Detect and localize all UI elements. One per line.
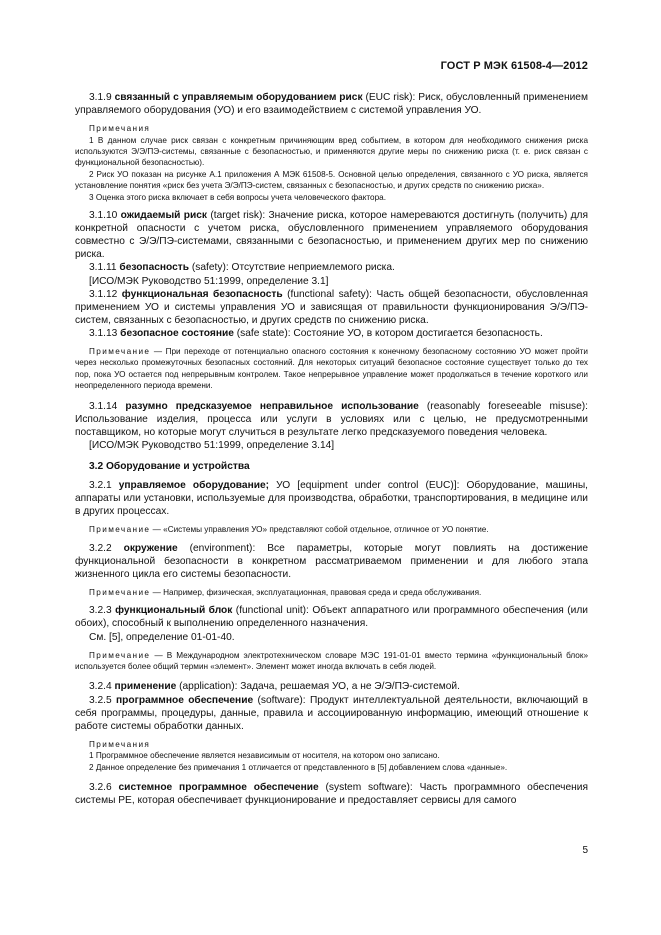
- page-content: [75, 91, 588, 807]
- notes-heading: Примечания: [89, 739, 151, 749]
- section-heading: 3.2 Оборудование и устройства: [89, 460, 250, 472]
- def-3-2-3: 3.2.3 функциональный блок (functional unit): Объект аппаратного или программного обеспечения (или обоих), способный к выполнению определенного назначения.: [75, 605, 588, 630]
- note-3-2-3: Примечание — В Международном электротехническом словаре МЭС 191-01-01 вместо термина «функциональный блок» используется более общий термин «элемент». Элемент может иногда включать в себя людей.: [75, 650, 588, 672]
- def-3-2-4: 3.2.4 применение (application): Задача, решаемая УО, а не Э/Э/ПЭ-системой.: [89, 681, 460, 693]
- note-item: 3 Оценка этого риска включает в себя вопросы учета человеческого фактора.: [89, 192, 386, 202]
- notes-heading: Примечания: [89, 124, 151, 134]
- note-item: 1 Программное обеспечение является независимым от носителя, на котором оно записано.: [89, 751, 440, 761]
- def-3-1-10: 3.1.10 ожидаемый риск (target risk): Значение риска, которое намереваются достигнуть (получить) для конкретной опасности с учетом риска, обусловленного применением управляемого оборудования совместно с Э/Э/ПЭ-системами, связанными с безопасностью, и применением других мер по снижению риска.: [75, 210, 589, 261]
- reference: [ИСО/МЭК Руководство 51:1999, определение 3.14]: [89, 439, 335, 451]
- def-3-1-14: 3.1.14 разумно предсказуемое неправильное использование (reasonably foreseeable misuse): Использование изделия, процесса или услуги в условиях или с целью, не предусмотренными поставщиком, но которые могут случиться в результате легко предсказуемого поведения человека.: [75, 400, 588, 438]
- def-3-1-12: 3.1.12 функциональная безопасность (functional safety): Часть общей безопасности, обусловленная применением УО и системы управления УО и зависящая от правильности функционирования Э/Э/ПЭ-систем, связанных с безопасностью, и других средств по снижению риска.: [75, 288, 588, 326]
- standard-header: ГОСТ Р МЭК 61508-4—2012: [440, 60, 588, 72]
- def-3-1-11: 3.1.11 безопасность (safety): Отсутствие неприемлемого риска.: [89, 262, 395, 274]
- note-3-1-13: Примечание — При переходе от потенциально опасного состояния к конечному безопасному состоянию УО может пройти через несколько промежуточных безопасных состояний. Для некоторых ситуаций безопасное состояние существует только до тех пор, пока УО остается под непрерывным контролем. Такое непрерывное управление может продолжаться в течение короткого или неопределенного периода времени.: [75, 346, 588, 391]
- def-3-1-13: 3.1.13 безопасное состояние (safe state): Состояние УО, в котором достигается безопасность.: [89, 327, 543, 339]
- reference: [ИСО/МЭК Руководство 51:1999, определение 3.1]: [89, 275, 329, 287]
- note-3-2-1: Примечание — «Системы управления УО» представляют собой отдельное, отличное от УО понятие.: [89, 525, 489, 535]
- term: связанный с управляемым оборудованием риск: [114, 92, 363, 103]
- page-number: 5: [582, 845, 588, 856]
- def-3-2-2: 3.2.2 окружение (environment): Все параметры, которые могут повлиять на достижение функциональной безопасности в конкретном рассматриваемом применении и для любого этапа жизненного цикла его системы безопасности.: [75, 542, 588, 580]
- reference: См. [5], определение 01-01-40.: [89, 631, 235, 643]
- note-item: 1 В данном случае риск связан с конкретным причиняющим вред событием, в котором для необходимого снижения риска используются Э/Э/ПЭ-системы, связанные с безопасностью, и применяются другие меры по снижению риска (т. е. риск связан с функциональной безопасностью).: [75, 135, 588, 168]
- def-3-1-9: 3.1.9 связанный с управляемым оборудованием риск (EUC risk): Риск, обусловленный применением управляемого оборудования (УО) и его взаимодействием с системой управления УО.: [75, 92, 588, 117]
- note-item: 2 Данное определение без примечания 1 отличается от представленного в [5] добавлением слова «данные».: [89, 762, 508, 772]
- def-3-2-1: 3.2.1 управляемое оборудование; УО [equipment under control (EUC)]: Оборудование, машины, аппараты или установки, используемые для производства, обработки, транспортирования, в медицине или в других процессах.: [75, 479, 588, 518]
- def-3-2-6: 3.2.6 системное программное обеспечение (system software): Часть программного обеспечения системы PE, которая обеспечивает функционирование и предоставляет сервисы для самого: [75, 782, 588, 807]
- note-3-2-2: Примечание — Например, физическая, эксплуатационная, правовая среда и среда обслуживания.: [89, 587, 482, 597]
- def-3-2-5: 3.2.5 программное обеспечение (software): Продукт интеллектуальной деятельности, включающий в себя программы, процедуры, данные, правила и ассоциированную информацию, имеющий отношение к работе системы обработки данных.: [75, 694, 588, 732]
- note-item: 2 Риск УО показан на рисунке А.1 приложения А МЭК 61508-5. Основной целью определения, связанного с УО риска, является установление понятия «риск без учета Э/Э/ПЭ-систем, связанных с безопасностью, и других средств по снижению риска».: [75, 169, 588, 191]
